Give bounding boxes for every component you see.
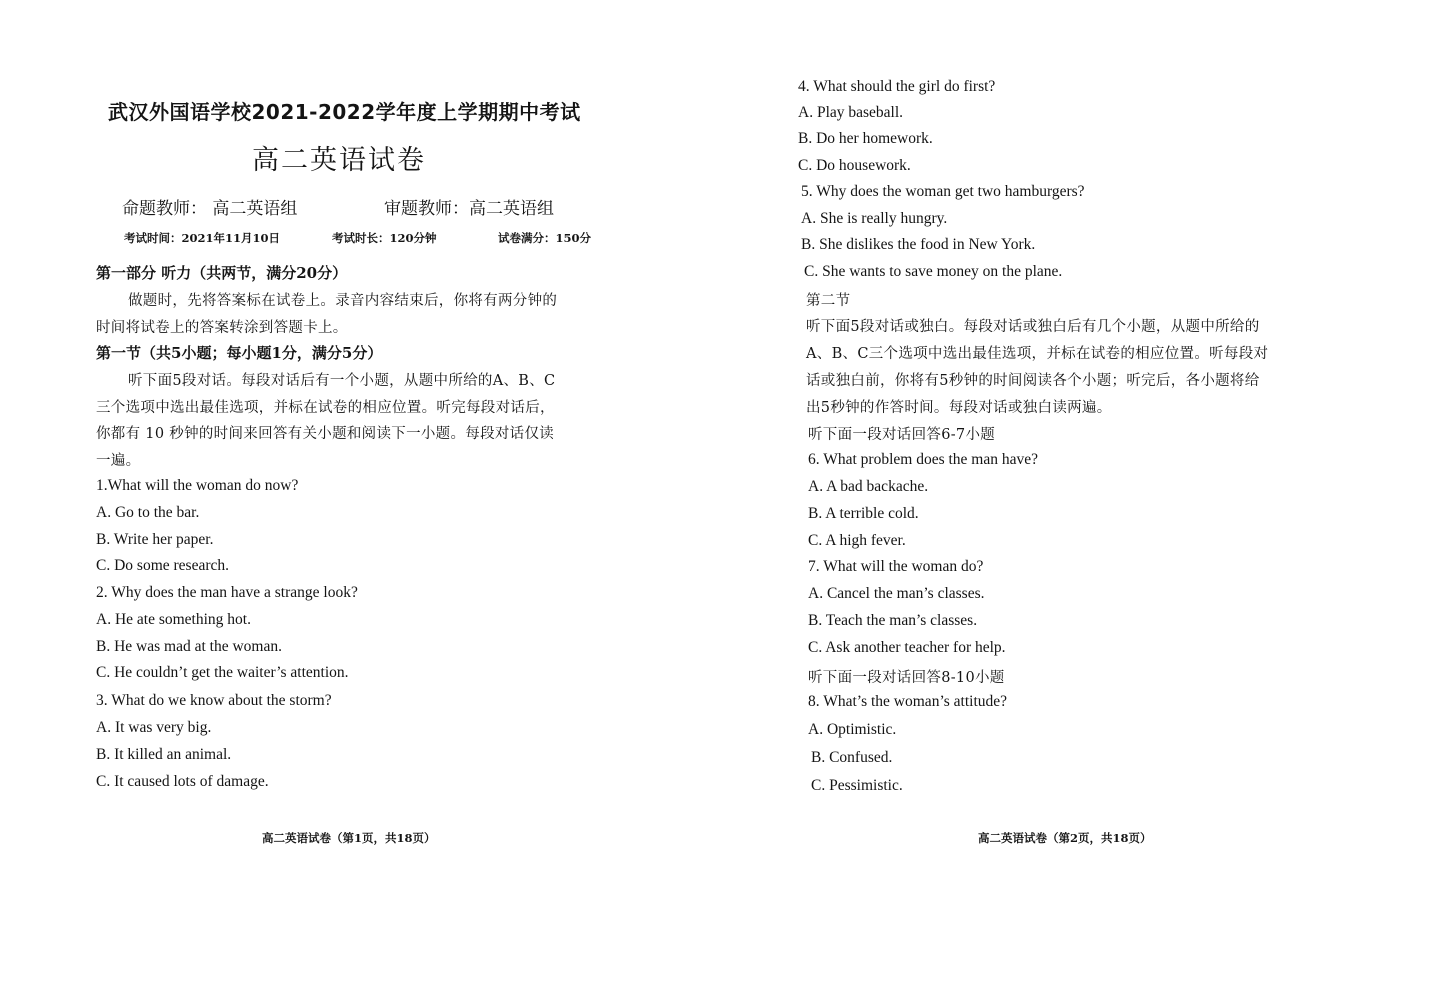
setter-teacher: 命题教师： 高二英语组 <box>122 199 298 219</box>
question-7: 7. What will the woman do? <box>808 558 984 575</box>
question-7-option-a: A. Cancel the man’s classes. <box>808 585 985 602</box>
exam-date: 考试时间：2021年11月10日 <box>124 231 281 245</box>
dialogue-6-7-heading: 听下面一段对话回答6-7小题 <box>808 427 996 443</box>
question-1: 1.What will the woman do now? <box>96 477 299 494</box>
question-5-option-c: C. She wants to save money on the plane. <box>804 263 1063 280</box>
question-2-option-c: C. He couldn’t get the waiter’s attention. <box>96 664 349 681</box>
section1-heading: 第一节（共5小题；每小题1分，满分5分） <box>96 344 383 362</box>
question-3: 3. What do we know about the storm? <box>96 692 332 709</box>
reviewer-teacher: 审题教师：高二英语组 <box>384 199 554 219</box>
section1-instruction: 你都有 10 秒钟的时间来回答有关小题和阅读下一小题。每段对话仅读 <box>96 426 555 442</box>
question-4: 4. What should the girl do first? <box>798 78 996 95</box>
section1-instruction: 一遍。 <box>96 453 141 469</box>
question-7-option-c: C. Ask another teacher for help. <box>808 639 1006 656</box>
exam-full-score: 试卷满分：150分 <box>498 231 592 245</box>
question-5: 5. Why does the woman get two hamburgers? <box>801 183 1085 200</box>
question-6-option-a: A. A bad backache. <box>808 478 929 495</box>
question-4-option-b: B. Do her homework. <box>798 130 933 147</box>
question-3-option-a: A. It was very big. <box>96 719 212 736</box>
question-7-option-b: B. Teach the man’s classes. <box>808 612 978 629</box>
question-2-option-b: B. He was mad at the woman. <box>96 638 282 655</box>
question-5-option-a: A. She is really hungry. <box>801 210 948 227</box>
section1-instruction: 听下面5段对话。每段对话后有一个小题，从题中所给的A、B、C <box>128 373 556 389</box>
section2-instruction: 话或独白前，你将有5秒钟的时间阅读各个小题；听完后，各小题将给 <box>806 373 1260 389</box>
exam-duration: 考试时长：120分钟 <box>332 231 437 245</box>
page-2-footer: 高二英语试卷（第2页，共18页） <box>978 831 1152 845</box>
question-5-option-b: B. She dislikes the food in New York. <box>801 236 1036 253</box>
question-8-option-b: B. Confused. <box>811 749 893 766</box>
section2-heading: 第二节 <box>806 293 851 309</box>
question-8: 8. What’s the woman’s attitude? <box>808 693 1008 710</box>
question-6-option-b: B. A terrible cold. <box>808 505 919 522</box>
section2-instruction: 听下面5段对话或独白。每段对话或独白后有几个小题，从题中所给的 <box>806 319 1260 335</box>
question-4-option-c: C. Do housework. <box>798 157 911 174</box>
question-4-option-a: A. Play baseball. <box>798 104 904 121</box>
question-1-option-a: A. Go to the bar. <box>96 504 200 521</box>
exam-title: 武汉外国语学校2021-2022学年度上学期期中考试 <box>108 100 581 124</box>
exam-subtitle: 高二英语试卷 <box>252 145 426 176</box>
question-1-option-c: C. Do some research. <box>96 557 229 574</box>
question-8-option-a: A. Optimistic. <box>808 721 897 738</box>
page-1-footer: 高二英语试卷（第1页，共18页） <box>262 831 436 845</box>
part1-instruction: 时间将试卷上的答案转涂到答题卡上。 <box>96 320 348 336</box>
question-2: 2. Why does the man have a strange look? <box>96 584 358 601</box>
question-3-option-b: B. It killed an animal. <box>96 746 232 763</box>
dialogue-8-10-heading: 听下面一段对话回答8-10小题 <box>808 670 1005 686</box>
part1-instruction: 做题时，先将答案标在试卷上。录音内容结束后，你将有两分钟的 <box>128 293 558 309</box>
question-6-option-c: C. A high fever. <box>808 532 906 549</box>
question-8-option-c: C. Pessimistic. <box>811 777 903 794</box>
question-1-option-b: B. Write her paper. <box>96 531 214 548</box>
section2-instruction: A、B、C三个选项中选出最佳选项，并标在试卷的相应位置。听每段对 <box>806 346 1269 362</box>
question-2-option-a: A. He ate something hot. <box>96 611 251 628</box>
section1-instruction: 三个选项中选出最佳选项，并标在试卷的相应位置。听完每段对话后， <box>96 400 555 416</box>
section2-instruction: 出5秒钟的作答时间。每段对话或独白读两遍。 <box>806 400 1112 416</box>
part1-heading: 第一部分 听力（共两节，满分20分） <box>96 264 348 282</box>
question-6: 6. What problem does the man have? <box>808 451 1038 468</box>
question-3-option-c: C. It caused lots of damage. <box>96 773 269 790</box>
